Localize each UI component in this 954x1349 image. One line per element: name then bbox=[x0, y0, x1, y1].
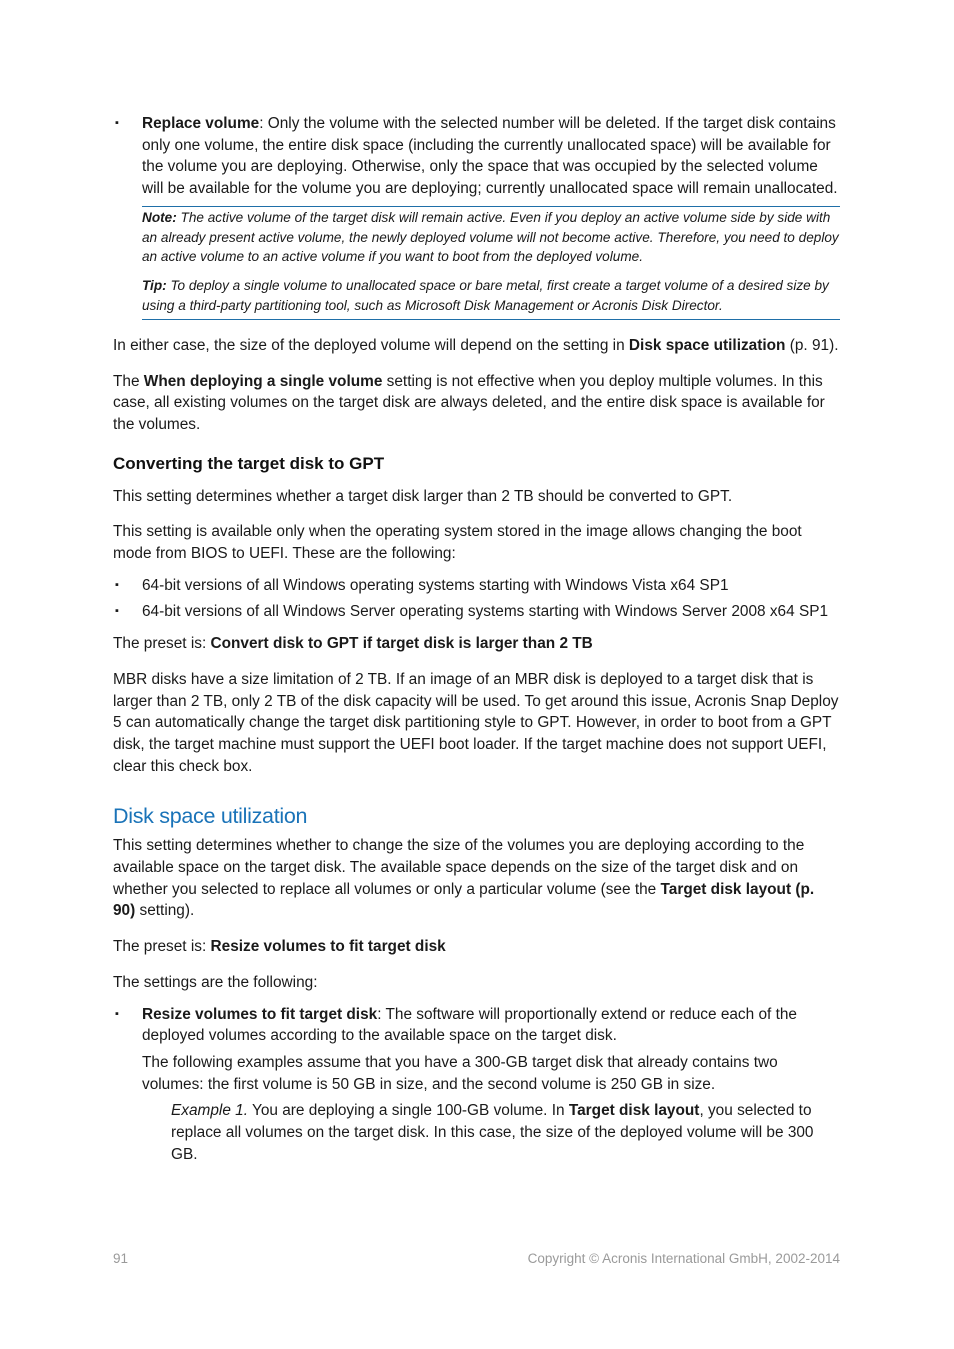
para-gpt-preset: The preset is: Convert disk to GPT if target disk is larger than 2 TB bbox=[113, 635, 593, 653]
para-examples-intro: The following examples assume that you have a 300-GB target disk that already contains two volumes: the first volume is 50 GB in size, and the second volume is 250 GB in size. bbox=[142, 1053, 778, 1093]
heading-converting-gpt: Converting the target disk to GPT bbox=[113, 453, 385, 473]
bullet-marker: ▪ bbox=[115, 578, 119, 591]
para-gpt-3: MBR disks have a size limitation of 2 TB. If an image of an MBR disk is deployed to a target disk that is larger than 2 TB, only 2 TB of the disk capacity will be used. To get around this issue, Acronis Snap Deploy 5 can automatically change the target disk partitioning style to GPT. However, in order to boot from a GPT disk, the target machine must support the UEFI boot loader. If the target machine does not support UEFI, clear this check box. bbox=[113, 670, 839, 775]
bullet-marker: ▪ bbox=[115, 117, 119, 129]
para-dsu-preset: The preset is: Resize volumes to fit target disk bbox=[113, 938, 446, 956]
tip-paragraph: Tip: To deploy a single volume to unallocated space or bare metal, first create a target volume of a desired size by using a third-party partitioning tool, such as Microsoft Disk Management or Acronis Disk Director. bbox=[142, 278, 829, 313]
note-paragraph: Note: The active volume of the target disk will remain active. Even if you deploy an active volume side by side with an already present active volume, the newly deployed volume will not become active. Therefore, you need to deploy an active volume to an active volume if you want to boot from the deployed volume. bbox=[142, 209, 839, 265]
page-body bbox=[113, 113, 840, 1165]
bullet-windows: ▪ 64-bit versions of all Windows operating systems starting with Windows Vista x64 SP1 bbox=[113, 575, 840, 597]
bullet-resize-volumes: ▪ Resize volumes to fit target disk: The software will proportionally extend or reduce each of the deployed volumes according to the available space on the target disk. bbox=[115, 1005, 797, 1045]
page-number: 91 bbox=[113, 1251, 129, 1266]
para-either-case: In either case, the size of the deployed volume will depend on the setting in Disk space utilization (p. 91). bbox=[113, 336, 839, 354]
para-single-volume: The When deploying a single volume setting is not effective when you deploy multiple volumes. In this case, all existing volumes on the target disk are always deleted, and the entire disk space is available for the volumes. bbox=[113, 372, 825, 433]
bullet-windows-server: ▪ 64-bit versions of all Windows Server operating systems starting with Windows Server 2008 x64 SP1 bbox=[113, 601, 840, 623]
link-target-disk-layout[interactable]: Target disk layout (p. 90) bbox=[113, 880, 815, 920]
heading-disk-space-utilization: Disk space utilization bbox=[113, 804, 308, 829]
para-gpt-1: This setting determines whether a target disk larger than 2 TB should be converted to GPT. bbox=[113, 487, 733, 505]
bullet-marker: ▪ bbox=[115, 605, 119, 618]
bullet-marker: ▪ bbox=[115, 1007, 119, 1020]
copyright-notice: Copyright © Acronis International GmbH, 2002-2014 bbox=[527, 1251, 840, 1266]
page-footer bbox=[113, 1251, 840, 1266]
para-dsu-settings: The settings are the following: bbox=[113, 973, 318, 991]
para-gpt-2: This setting is available only when the operating system stored in the image allows changing the boot mode from BIOS to UEFI. These are the following: bbox=[113, 523, 802, 563]
link-disk-space-utilization[interactable]: Disk space utilization bbox=[628, 336, 786, 354]
note-box bbox=[142, 206, 840, 320]
term-replace-volume: Replace volume bbox=[142, 115, 260, 132]
bullet-replace-volume: ▪ Replace volume: Only the volume with the selected number will be deleted. If the target disk contains only one volume, the entire disk space (including the currently unallocated space) will be available for the volume you are deploying. Otherwise, only the space that was occupied by the selected volume will be available for the volume you are deploying; currently unallocated space will remain unallocated. bbox=[115, 115, 838, 198]
para-dsu-1: This setting determines whether to change the size of the volumes you are deploying according to the available space on the target disk. The available space depends on the size of the target disk and on whether you selected to replace all volumes or only a particular volume (see the Target disk layout (p. 90) setting). bbox=[113, 837, 815, 920]
para-example-1: Example 1. You are deploying a single 100-GB volume. In Target disk layout, you selected to replace all volumes on the target disk. In this case, the size of the deployed volume will be 300 GB. bbox=[171, 1102, 814, 1163]
